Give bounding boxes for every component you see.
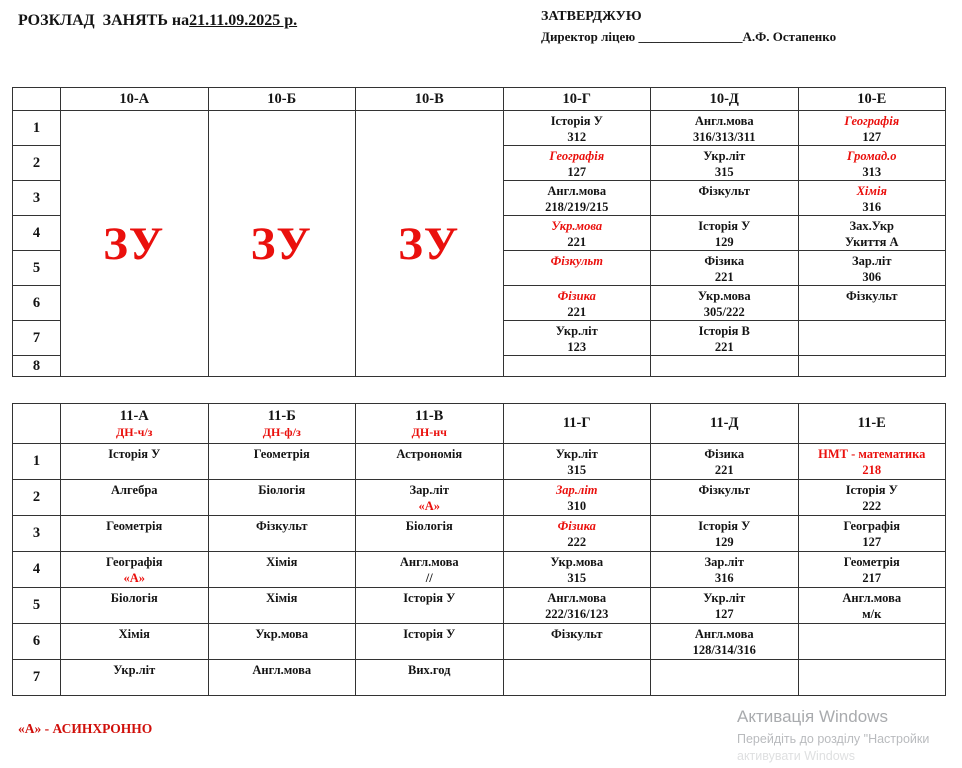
lesson-cell <box>651 588 799 624</box>
lesson-line: 315 <box>714 165 734 179</box>
lesson-cell <box>61 480 209 516</box>
lesson-cell <box>798 660 946 696</box>
lesson-line: 127 <box>714 607 734 621</box>
asynchronous-footnote: «А» - АСИНХРОННО <box>18 721 153 736</box>
lesson-line: Геометрія <box>843 555 900 569</box>
lesson-cell <box>61 516 209 552</box>
lesson-cell <box>61 624 209 660</box>
lesson-line: Англ.мова <box>694 627 754 641</box>
lesson-cell <box>651 660 799 696</box>
lesson-cell <box>651 181 799 216</box>
lesson-line: Хімія <box>118 627 150 641</box>
lesson-cell <box>503 552 651 588</box>
lesson-cell <box>798 111 946 146</box>
lesson-line: Астрономія <box>396 447 463 461</box>
lesson-cell <box>503 624 651 660</box>
approval-block <box>541 9 836 45</box>
lesson-cell <box>503 286 651 321</box>
lesson-line: Зар.літ <box>851 254 892 268</box>
lesson-line: Громад.о <box>846 149 897 163</box>
lesson-number: 3 <box>13 516 61 552</box>
lesson-line: Укр.мова <box>255 627 309 641</box>
lesson-line: Хімія <box>266 555 298 569</box>
lesson-line: Фізкульт <box>698 483 750 497</box>
lesson-cell <box>503 251 651 286</box>
class-header-10-В <box>356 88 504 111</box>
lesson-cell <box>798 286 946 321</box>
lesson-line: Англ.мова <box>252 663 312 677</box>
approval-signature-line <box>541 29 836 45</box>
class-label: 10-А <box>119 90 150 107</box>
zu-merged-cell: ЗУ <box>356 111 504 377</box>
dn-mode-subtitle: ДН-ф/з <box>262 425 301 440</box>
lesson-line: Хімія <box>266 591 298 605</box>
zu-merged-cell: ЗУ <box>208 111 356 377</box>
approval-heading: ЗАТВЕРДЖУЮ <box>541 9 642 24</box>
lesson-line: Укр.літ <box>555 324 598 338</box>
lesson-line: Фізкульт <box>256 519 308 533</box>
lesson-cell <box>798 516 946 552</box>
lesson-cell <box>503 181 651 216</box>
lesson-line: 313 <box>862 165 882 179</box>
schedule-table-grade-10 <box>12 87 946 377</box>
lesson-line: 221 <box>714 340 734 354</box>
class-header-10-Б <box>208 88 356 111</box>
class-header-11-Г <box>503 404 651 444</box>
lesson-cell <box>651 286 799 321</box>
lesson-cell <box>61 552 209 588</box>
lesson-line: 315 <box>567 463 587 477</box>
lesson-line: 312 <box>567 130 587 144</box>
lesson-line: // <box>425 571 433 585</box>
lesson-line: Фізкульт <box>551 627 603 641</box>
lesson-line: 222 <box>862 499 882 513</box>
class-header-11-А <box>61 404 209 444</box>
lesson-line: Біологія <box>405 519 453 533</box>
lesson-cell <box>798 251 946 286</box>
lesson-line: Біологія <box>258 483 306 497</box>
lesson-cell <box>61 660 209 696</box>
lesson-line: Історія У <box>108 447 161 461</box>
lesson-cell <box>651 552 799 588</box>
lesson-cell <box>798 480 946 516</box>
class-header-10-А <box>61 88 209 111</box>
lesson-number: 4 <box>13 216 61 251</box>
lesson-line: 218 <box>862 463 882 477</box>
lesson-line: Географія <box>105 555 163 569</box>
lesson-line: Географія <box>549 149 605 163</box>
lesson-cell <box>503 660 651 696</box>
lesson-cell <box>651 624 799 660</box>
lesson-cell <box>61 588 209 624</box>
lesson-cell <box>798 356 946 377</box>
lesson-cell <box>208 624 356 660</box>
lesson-line: Географія <box>844 114 900 128</box>
lesson-number: 5 <box>13 251 61 286</box>
class-header-11-Б <box>208 404 356 444</box>
lesson-line: «А» <box>418 499 441 513</box>
watermark-subtitle-2: активувати Windows <box>737 749 855 763</box>
lesson-line: 129 <box>714 535 734 549</box>
corner-cell <box>13 88 61 111</box>
lesson-line: Англ.мова <box>842 591 902 605</box>
page-title <box>18 12 297 30</box>
lesson-line: Укр.мова <box>697 289 751 303</box>
lesson-cell <box>503 356 651 377</box>
lesson-line: Історія У <box>698 519 751 533</box>
lesson-line: Укр.мова <box>550 555 604 569</box>
lesson-line: Фізика <box>704 447 745 461</box>
lesson-cell <box>356 588 504 624</box>
lesson-line: 123 <box>567 340 587 354</box>
class-label: 10-Г <box>562 90 592 107</box>
lesson-line: м/к <box>862 607 882 621</box>
approval-name: А.Ф. Остапенко <box>742 29 837 44</box>
lesson-cell <box>651 516 799 552</box>
class-label: 11-Д <box>709 415 739 432</box>
class-label: 10-Б <box>267 90 297 107</box>
lesson-number: 6 <box>13 286 61 321</box>
class-header-11-В <box>356 404 504 444</box>
lesson-line: 127 <box>567 165 587 179</box>
lesson-line: 316 <box>862 200 882 214</box>
lesson-cell <box>208 480 356 516</box>
lesson-number: 1 <box>13 444 61 480</box>
lesson-cell <box>503 588 651 624</box>
class-label: 11-Г <box>562 415 591 432</box>
lesson-line: Історія У <box>550 114 603 128</box>
class-label: 10-Е <box>857 90 887 107</box>
class-header-10-Г <box>503 88 651 111</box>
lesson-cell <box>356 552 504 588</box>
zu-merged-cell: ЗУ <box>61 111 209 377</box>
lesson-line: Укр.літ <box>703 591 746 605</box>
lesson-cell <box>503 444 651 480</box>
lesson-cell <box>651 146 799 181</box>
windows-activation-watermark <box>737 707 962 763</box>
lesson-cell <box>208 588 356 624</box>
lesson-cell <box>651 444 799 480</box>
lesson-cell <box>356 444 504 480</box>
lesson-line: 218/219/215 <box>545 200 609 214</box>
lesson-line: 310 <box>567 499 587 513</box>
lesson-line: Фізкульт <box>846 289 898 303</box>
lesson-line: 306 <box>862 270 882 284</box>
lesson-cell <box>503 111 651 146</box>
lesson-cell <box>651 356 799 377</box>
corner-cell <box>13 404 61 444</box>
lesson-number: 1 <box>13 111 61 146</box>
lesson-line: 315 <box>567 571 587 585</box>
lesson-line: Хімія <box>856 184 887 198</box>
lesson-line: НМТ - математика <box>818 447 926 461</box>
lesson-line: 221 <box>567 305 587 319</box>
lesson-line: Біологія <box>110 591 158 605</box>
lesson-line: 221 <box>567 235 587 249</box>
lesson-line: 127 <box>862 535 882 549</box>
lesson-line: 221 <box>714 270 734 284</box>
lesson-cell <box>798 552 946 588</box>
lesson-line: 217 <box>862 571 882 585</box>
lesson-cell <box>798 181 946 216</box>
lesson-cell <box>798 321 946 356</box>
lesson-cell <box>651 111 799 146</box>
lesson-number: 5 <box>13 588 61 624</box>
lesson-line: Фізика <box>704 254 745 268</box>
lesson-line: 305/222 <box>703 305 745 319</box>
lesson-cell <box>798 146 946 181</box>
lesson-cell <box>503 146 651 181</box>
lesson-number: 2 <box>13 480 61 516</box>
lesson-cell <box>208 516 356 552</box>
lesson-line: Географія <box>843 519 901 533</box>
lesson-line: Укр.літ <box>113 663 156 677</box>
lesson-line: Історія У <box>698 219 751 233</box>
lesson-line: Укиття А <box>844 235 899 249</box>
lesson-cell <box>208 444 356 480</box>
class-label: 11-В <box>415 407 444 424</box>
lesson-cell <box>798 216 946 251</box>
class-label: 11-Е <box>857 415 886 432</box>
lesson-line: 222/316/123 <box>545 607 609 621</box>
lesson-cell <box>651 216 799 251</box>
lesson-number: 6 <box>13 624 61 660</box>
lesson-cell <box>356 660 504 696</box>
lesson-number: 3 <box>13 181 61 216</box>
class-header-11-Е <box>798 404 946 444</box>
schedule-date: 21.11.09.2025 р. <box>189 12 298 29</box>
lesson-line: Укр.літ <box>555 447 598 461</box>
lesson-line: Геометрія <box>106 519 163 533</box>
lesson-line: Історія У <box>403 591 456 605</box>
lesson-cell <box>651 321 799 356</box>
lesson-line: Фізика <box>557 289 596 303</box>
page-title-text: РОЗКЛАД ЗАНЯТЬ на <box>18 12 190 29</box>
watermark-subtitle: Перейдіть до розділу "Настройки <box>737 732 930 746</box>
class-label: 10-В <box>414 90 444 107</box>
lesson-cell <box>503 516 651 552</box>
class-header-10-Д <box>651 88 799 111</box>
lesson-cell <box>651 251 799 286</box>
lesson-cell <box>651 480 799 516</box>
lesson-number: 2 <box>13 146 61 181</box>
lesson-cell <box>798 588 946 624</box>
dn-mode-subtitle: ДН-ч/з <box>115 425 153 440</box>
lesson-line: «А» <box>123 571 146 585</box>
lesson-line: 316 <box>714 571 734 585</box>
lesson-line: Англ.мова <box>547 591 607 605</box>
lesson-cell <box>356 480 504 516</box>
schedule-table-grade-11 <box>12 403 946 696</box>
lesson-line: Зар.літ <box>704 555 745 569</box>
lesson-line: Історія В <box>698 324 750 338</box>
lesson-line: 222 <box>567 535 587 549</box>
lesson-number: 8 <box>13 356 61 377</box>
lesson-cell <box>503 480 651 516</box>
lesson-cell <box>798 624 946 660</box>
lesson-line: Зар.літ <box>409 483 450 497</box>
lesson-cell <box>356 516 504 552</box>
class-header-11-Д <box>651 404 799 444</box>
lesson-line: Фізика <box>557 519 596 533</box>
lesson-line: Історія У <box>403 627 456 641</box>
lesson-cell <box>356 624 504 660</box>
lesson-line: Фізкульт <box>698 184 750 198</box>
approval-role: Директор ліцею <box>541 29 639 44</box>
lesson-cell <box>208 660 356 696</box>
lesson-line: 221 <box>714 463 734 477</box>
lesson-line: 127 <box>862 130 882 144</box>
lesson-number: 7 <box>13 321 61 356</box>
watermark-title: Активація Windows <box>737 707 888 726</box>
lesson-number: 4 <box>13 552 61 588</box>
dn-mode-subtitle: ДН-нч <box>411 425 447 440</box>
lesson-line: Укр.мова <box>551 219 603 233</box>
lesson-line: Зах.Укр <box>849 219 895 233</box>
lesson-line: Історія У <box>845 483 898 497</box>
lesson-line: Алгебра <box>110 483 158 497</box>
lesson-line: Фізкульт <box>550 254 603 268</box>
lesson-cell <box>503 321 651 356</box>
lesson-line: Англ.мова <box>694 114 754 128</box>
lesson-number: 7 <box>13 660 61 696</box>
lesson-line: 129 <box>714 235 734 249</box>
lesson-line: Англ.мова <box>399 555 459 569</box>
lesson-line: Геометрія <box>253 447 310 461</box>
lesson-cell <box>61 444 209 480</box>
lesson-line: 128/314/316 <box>692 643 756 657</box>
lesson-line: Вих.год <box>408 663 451 677</box>
lesson-cell <box>503 216 651 251</box>
signature-blank: ________________ <box>638 29 743 44</box>
lesson-cell <box>798 444 946 480</box>
class-header-10-Е <box>798 88 946 111</box>
lesson-line: Англ.мова <box>547 184 607 198</box>
class-label: 10-Д <box>709 90 739 107</box>
lesson-line: 316/313/311 <box>692 130 756 144</box>
lesson-line: Зар.літ <box>555 483 598 497</box>
class-label: 11-А <box>119 407 149 424</box>
class-label: 11-Б <box>267 407 296 424</box>
lesson-line: Укр.літ <box>703 149 746 163</box>
lesson-cell <box>208 552 356 588</box>
